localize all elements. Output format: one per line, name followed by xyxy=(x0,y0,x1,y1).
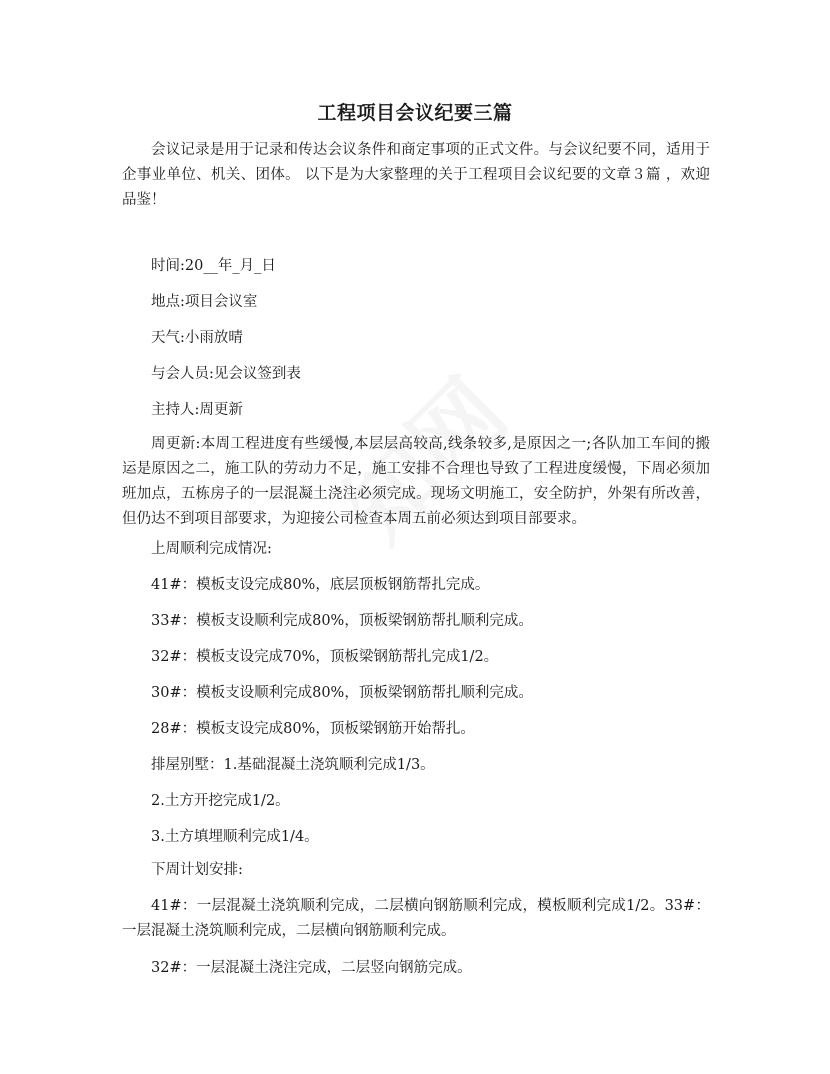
last-week-item: 33#：模板支设顺利完成80%，顶板梁钢筋帮扎顺利完成。 xyxy=(151,613,533,629)
next-week-item: 32#：一层混凝土浇注完成，二层竖向钢筋完成。 xyxy=(151,960,472,976)
meta-host: 主持人:周更新 xyxy=(151,402,243,418)
meta-weather: 天气:小雨放晴 xyxy=(151,330,243,346)
host-speech-paragraph: 周更新:本周工程进度有些缓慢,本层层高较高,线条较多,是原因之一;各队加工车间的搬运是原因之二，施工队的劳动力不足，施工安排不合理也导致了工程进度缓慢，下周必须加班加点，五栋房子的一层混凝土浇注必须完成。现场文明施工，安全防护，外架有所改善，但仍达不到项目部要求，为迎接公司检查本周五前必须达到项目部要求。 xyxy=(122,436,710,527)
last-week-item: 排屋别墅：1.基础混凝土浇筑顺利完成1/3。 xyxy=(151,757,435,773)
last-week-heading: 上周顺利完成情况: xyxy=(151,541,272,557)
intro-paragraph: 会议记录是用于记录和传达会议条件和商定事项的正式文件。与会议纪要不同，适用于企事业单位、机关、团体。 以下是为大家整理的关于工程项目会议纪要的文章３篇 ，欢迎品鉴！ xyxy=(122,142,710,208)
last-week-item: 28#：模板支设完成80%，顶板梁钢筋开始帮扎。 xyxy=(151,721,475,737)
document-title: 工程项目会议纪要三篇 xyxy=(317,102,513,124)
last-week-item: 41#：模板支设完成80%，底层顶板钢筋帮扎完成。 xyxy=(151,577,490,593)
meta-attendees: 与会人员:见会议签到表 xyxy=(151,366,301,382)
last-week-item: 30#：模板支设顺利完成80%，顶板梁钢筋帮扎顺利完成。 xyxy=(151,685,533,701)
next-week-item: 41#：一层混凝土浇筑顺利完成，二层横向钢筋顺利完成，模板顺利完成1/2。33#：一层混凝土浇筑顺利完成，二层横向钢筋顺利完成。 xyxy=(122,898,710,939)
meta-time: 时间:20__年_月_日 xyxy=(151,258,276,274)
last-week-item: 3.土方填埋顺利完成1/4。 xyxy=(151,829,319,845)
meta-place: 地点:项目会议室 xyxy=(151,294,258,310)
last-week-item: 32#：模板支设完成70%，顶板梁钢筋帮扎完成1/2。 xyxy=(151,649,499,665)
next-week-heading: 下周计划安排: xyxy=(151,862,243,878)
last-week-item: 2.土方开挖完成1/2。 xyxy=(151,793,290,809)
